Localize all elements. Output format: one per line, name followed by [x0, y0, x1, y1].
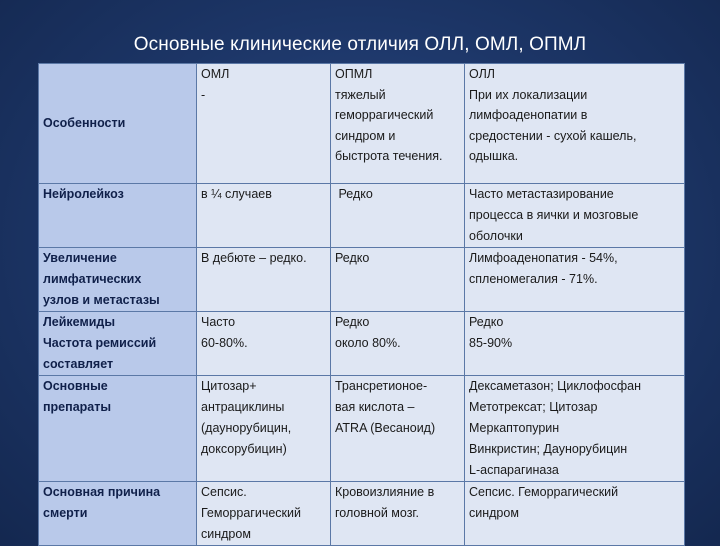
table-row-death-cause: [39, 482, 685, 546]
cell-text: ATRA (Весаноид): [335, 421, 436, 435]
row-label-text: Основные: [43, 379, 108, 393]
cell-text: Редко: [335, 187, 373, 201]
oll-cell: [465, 312, 685, 376]
slide-title: Основные клинические отличия ОЛЛ, ОМЛ, ОПМЛ: [133, 34, 587, 55]
cell-text: Геморрагический: [201, 506, 301, 520]
oml-cell: [197, 184, 331, 248]
opml-cell: [331, 376, 465, 482]
cell-text: Часто: [201, 315, 236, 329]
opml-features-line: быстрота течения.: [335, 149, 443, 163]
row-label-text: смерти: [43, 506, 88, 520]
comparison-table: [38, 63, 685, 546]
row-label-text: Лейкемиды: [43, 315, 115, 329]
cell-text: Дексаметазон; Циклофосфан: [469, 379, 641, 393]
cell-text: Трансретионое-: [335, 379, 428, 393]
cell-text: головной мозг.: [335, 506, 419, 520]
cell-text: Редко: [469, 315, 504, 329]
oll-cell: [465, 482, 685, 546]
cell-text: 85-90%: [469, 336, 513, 350]
cell-text: процесса в яички и мозговые: [469, 208, 639, 222]
opml-header-cell: [331, 64, 465, 184]
oll-features-line: лимфоаденопатии в: [469, 108, 588, 122]
oll-cell: [465, 248, 685, 312]
cell-text: Меркаптопурин: [469, 421, 560, 435]
table-row-remission: [39, 312, 685, 376]
cell-text: Винкристин; Даунорубицин: [469, 442, 628, 456]
cell-text: антрациклины: [201, 400, 285, 414]
oml-header: ОМЛ: [201, 67, 230, 81]
oll-cell: [465, 376, 685, 482]
cell-text: Метотрексат; Цитозар: [469, 400, 598, 414]
cell-text: Сепсис.: [201, 485, 247, 499]
opml-header: ОПМЛ: [335, 67, 373, 81]
table-row-header: [39, 64, 685, 184]
cell-text: Сепсис. Геморрагический: [469, 485, 619, 499]
oml-features: -: [201, 87, 206, 102]
cell-text: Цитозар+: [201, 379, 257, 393]
opml-cell: [331, 312, 465, 376]
oll-features-line: При их локализации: [469, 87, 588, 102]
table-row-lymph-nodes: [39, 248, 685, 312]
oll-features-line: одышка.: [469, 149, 519, 163]
opml-features-line: геморрагический: [335, 108, 434, 122]
row-label-text: препараты: [43, 400, 112, 414]
row-label: [39, 248, 197, 312]
cell-text: доксорубицин): [201, 442, 287, 456]
cell-text: Редко: [335, 251, 370, 265]
cell-text: Часто метастазирование: [469, 187, 614, 201]
feature-header-cell: [39, 64, 197, 184]
row-label-text: лимфатических: [43, 272, 142, 286]
feature-header-label: Особенности: [43, 116, 126, 131]
cell-text: Кровоизлияние в: [335, 485, 435, 499]
oml-cell: [197, 376, 331, 482]
cell-text: Лимфоаденопатия - 54%,: [469, 251, 618, 265]
opml-cell: [331, 482, 465, 546]
cell-text: (даунорубицин,: [201, 421, 292, 435]
cell-text: вая кислота –: [335, 400, 415, 414]
table-row-drugs: [39, 376, 685, 482]
oll-features-line: средостении - сухой кашель,: [469, 128, 637, 143]
oll-cell: [465, 184, 685, 248]
cell-text: L-аспарагиназа: [469, 463, 559, 477]
cell-text: синдром: [201, 527, 251, 541]
oll-header-cell: [465, 64, 685, 184]
row-label-text: Увеличение: [43, 251, 117, 265]
row-label-text: узлов и метастазы: [43, 293, 160, 307]
cell-text: Редко: [335, 315, 370, 329]
cell-text: В дебюте – редко.: [201, 251, 307, 265]
row-label-text: составляет: [43, 357, 114, 371]
row-label: [39, 312, 197, 376]
row-label-text: Основная причина: [43, 485, 161, 499]
opml-cell: [331, 248, 465, 312]
oml-header-cell: [197, 64, 331, 184]
cell-text: около 80%.: [335, 336, 401, 350]
cell-text: спленомегалия - 71%.: [469, 272, 598, 286]
table-row-neuroleukemia: [39, 184, 685, 248]
oml-cell: [197, 482, 331, 546]
opml-features-line: тяжелый: [335, 87, 386, 102]
row-label: [39, 482, 197, 546]
row-label: [39, 184, 197, 248]
cell-text: синдром: [469, 506, 519, 520]
cell-text: оболочки: [469, 229, 523, 243]
oml-cell: [197, 248, 331, 312]
opml-features-line: синдром и: [335, 128, 396, 143]
cell-text: в ¼ случаев: [201, 187, 272, 201]
oml-cell: [197, 312, 331, 376]
row-label: [39, 376, 197, 482]
row-label-text: Нейролейкоз: [43, 187, 124, 201]
opml-cell: [331, 184, 465, 248]
oll-header: ОЛЛ: [469, 67, 495, 81]
row-label-text: Частота ремиссий: [43, 336, 157, 350]
cell-text: 60-80%.: [201, 336, 248, 350]
